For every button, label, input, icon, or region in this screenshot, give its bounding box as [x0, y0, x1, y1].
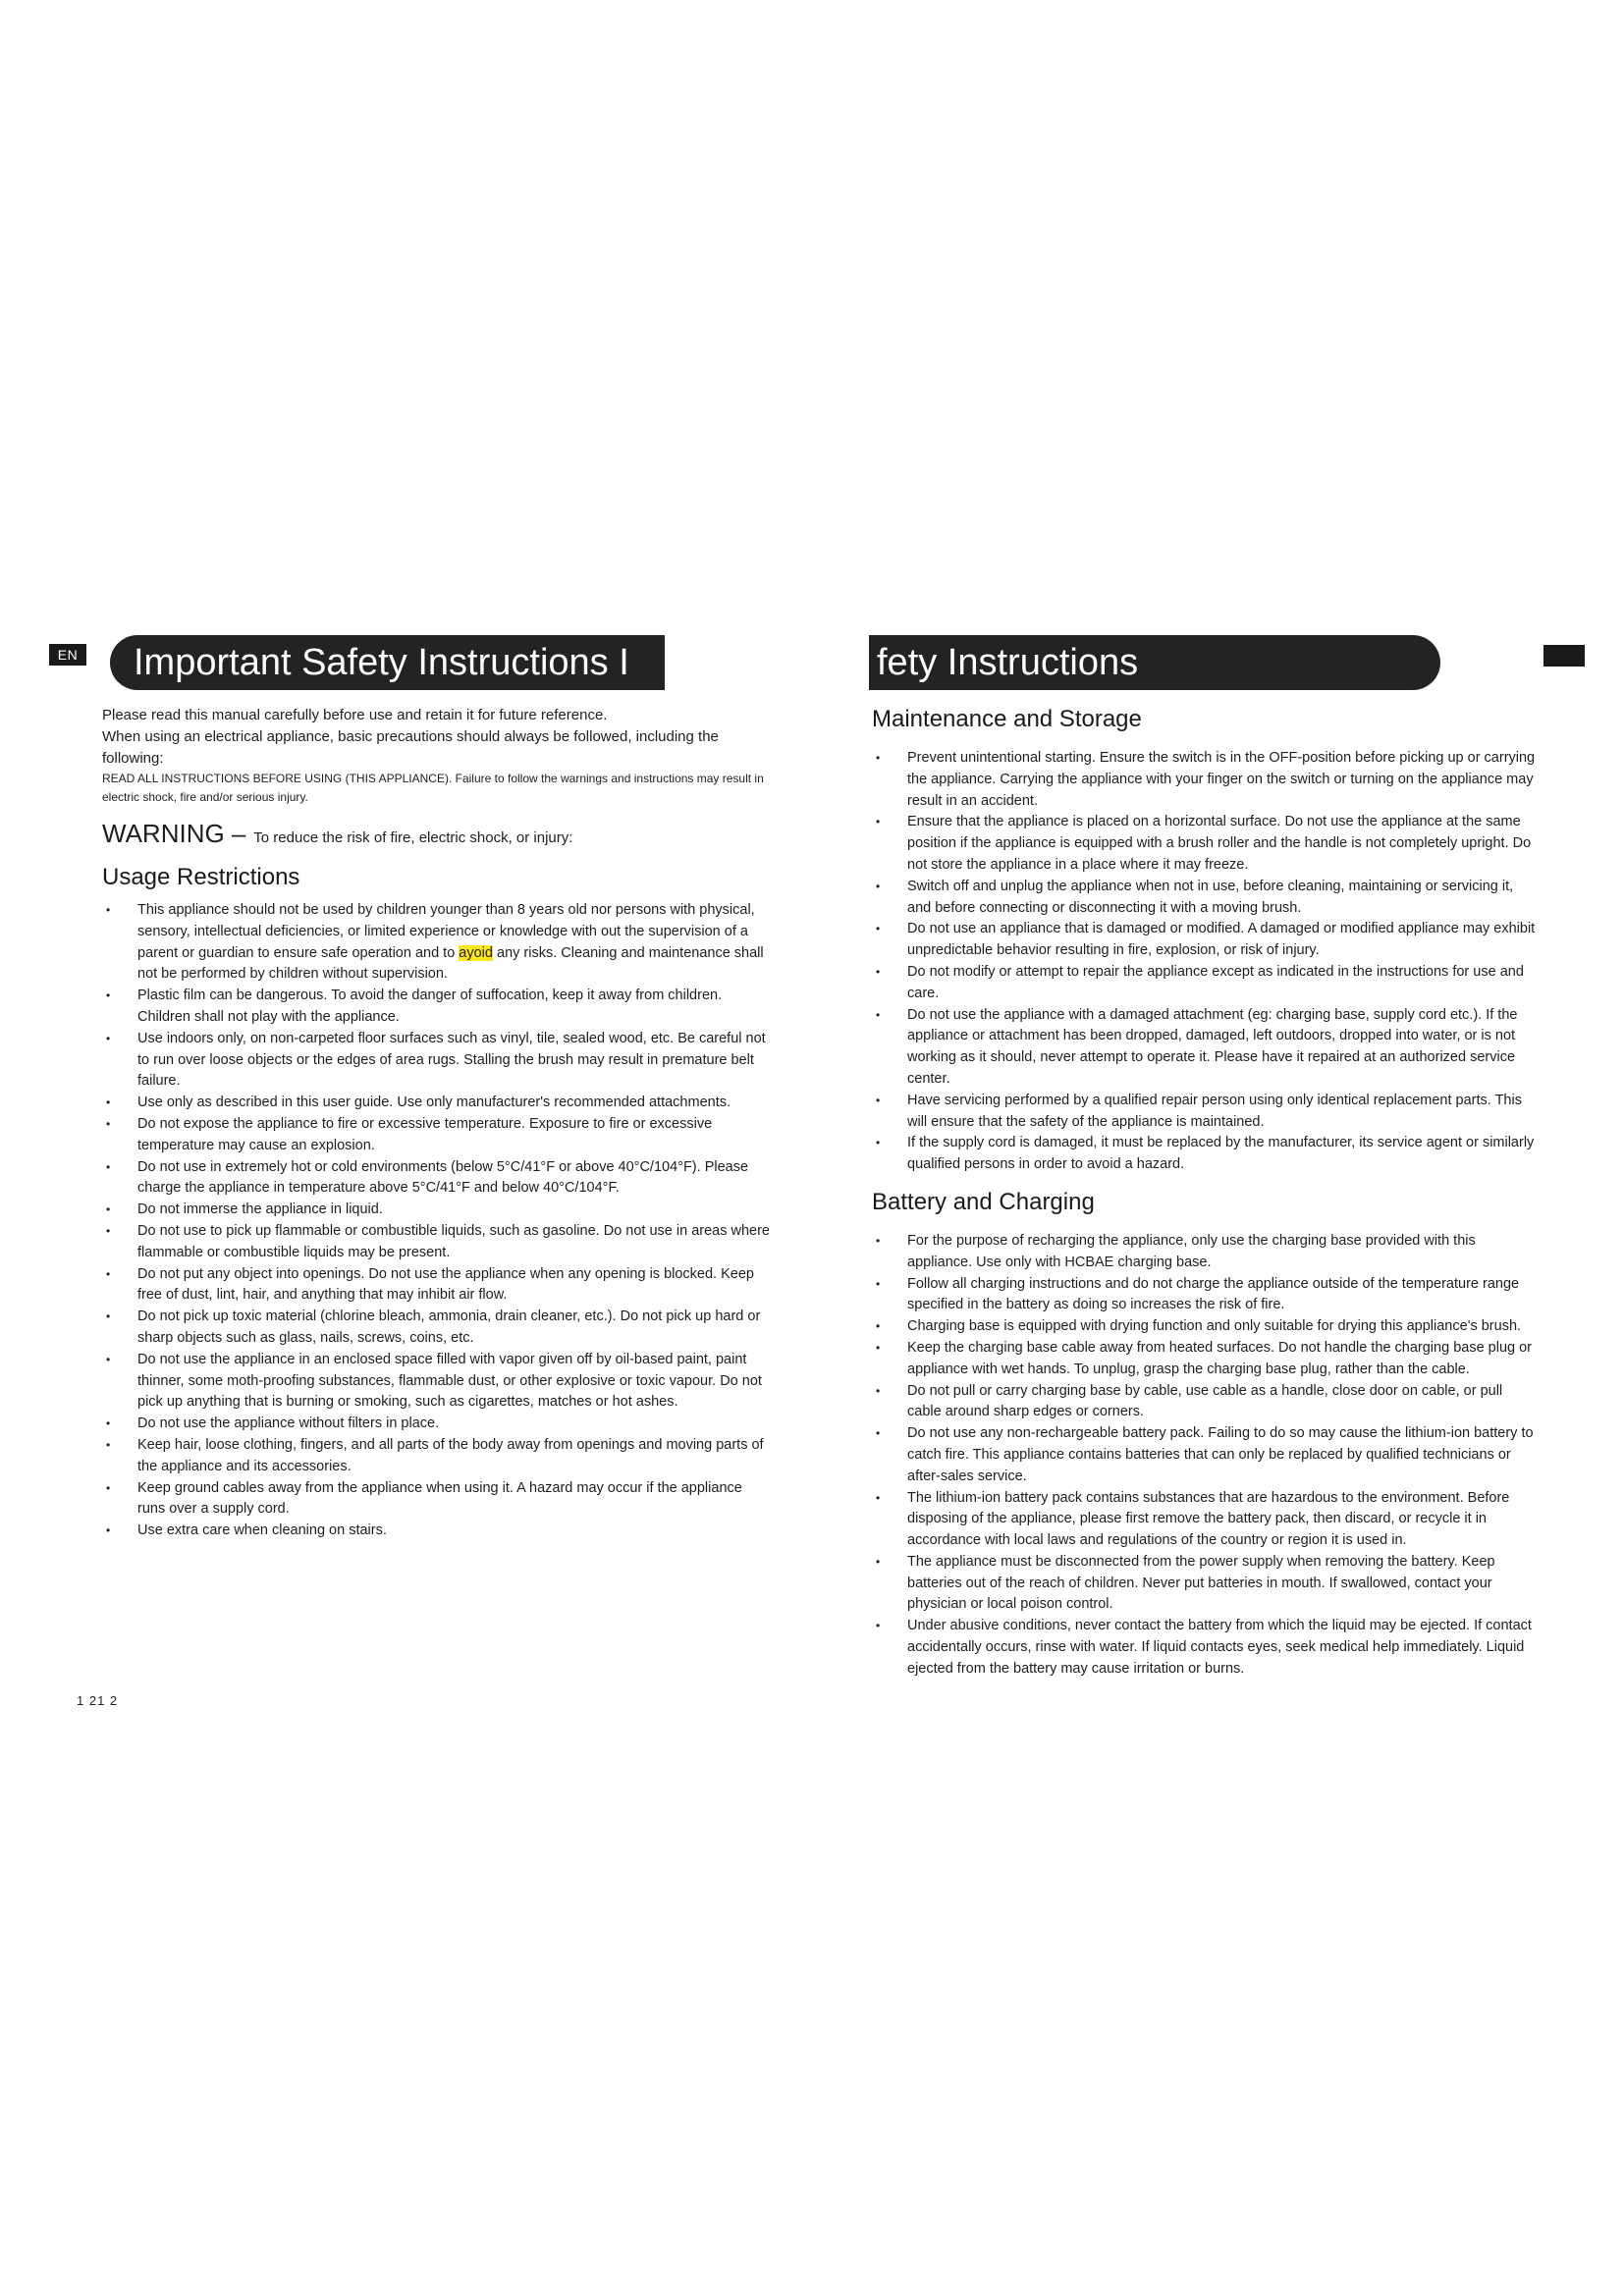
- maintenance-list: [872, 748, 1540, 1176]
- list-item: • Use only as described in this user guide. Use only manufacturer's recommended attachments.: [102, 1093, 770, 1114]
- warning-label: WARNING –: [102, 819, 246, 848]
- list-item: • Do not use in extremely hot or cold environments (below 5°C/41°F or above 40°C/104°F). Please charge the appliance in temperature above 5°C/41°F and below 40°C/104°F.: [102, 1157, 770, 1201]
- battery-list: [872, 1231, 1540, 1681]
- intro-line: Please read this manual carefully before use and retain it for future reference.: [102, 707, 608, 723]
- usage-list: [102, 900, 770, 1542]
- list-item: • Plastic film can be dangerous. To avoid the danger of suffocation, keep it away from children. Children shall not play with the appliance.: [102, 986, 770, 1029]
- list-item: • Keep hair, loose clothing, fingers, and all parts of the body away from openings and moving parts of the appliance and its accessories.: [102, 1435, 770, 1478]
- list-item: • The appliance must be disconnected from the power supply when removing the battery. Keep batteries out of the reach of children. Never put batteries in mouth. If swallowed, contact your physician or local poison control.: [872, 1552, 1540, 1616]
- maintenance-heading: Maintenance and Storage: [872, 706, 1142, 732]
- list-item: • Use extra care when cleaning on stairs.: [102, 1521, 770, 1542]
- right-column: [872, 703, 1540, 1690]
- list-item: • Follow all charging instructions and do not charge the appliance outside of the temperature range specified in the battery as doing so increases the risk of fire.: [872, 1274, 1540, 1317]
- list-item: • Ensure that the appliance is placed on a horizontal surface. Do not use the appliance at the same position if the appliance is equipped with a brush roller and the handle is not completely upright. Do not store the appliance in a place where it may freeze.: [872, 812, 1540, 876]
- list-item: • If the supply cord is damaged, it must be replaced by the manufacturer, its service agent or similarly qualified persons in order to avoid a hazard.: [872, 1133, 1540, 1176]
- list-item: • Switch off and unplug the appliance when not in use, before cleaning, maintaining or servicing it, and before connecting or disconnecting it with a moving brush.: [872, 877, 1540, 920]
- list-item: • The lithium-ion battery pack contains substances that are hazardous to the environment. Before disposing of the appliance, please first remove the battery pack, then discard, or recycle it in accordance with local laws and regulations of the country or region it is used in.: [872, 1488, 1540, 1552]
- language-tag: EN: [49, 644, 86, 666]
- list-item: • Use indoors only, on non-carpeted floor surfaces such as vinyl, tile, sealed wood, etc. Be careful not to run over loose objects or the edges of area rugs. Stalling the brush may result in premature belt failure.: [102, 1029, 770, 1093]
- list-item: • Do not pick up toxic material (chlorine bleach, ammonia, drain cleaner, etc.). Do not pick up hard or sharp objects such as glass, nails, screws, coins, etc.: [102, 1307, 770, 1350]
- list-item: • Do not pull or carry charging base by cable, use cable as a handle, close door on cable, or pull cable around sharp edges or corners.: [872, 1381, 1540, 1424]
- list-item: • Do not use to pick up flammable or combustible liquids, such as gasoline. Do not use in areas where flammable or combustible liquids may be present.: [102, 1221, 770, 1264]
- section-banner-left: Important Safety Instructions I: [110, 635, 665, 690]
- list-item: • Keep the charging base cable away from heated surfaces. Do not handle the charging base plug or appliance with wet hands. To unplug, grasp the charging base plug, rather than the cable.: [872, 1338, 1540, 1381]
- warning-text: To reduce the risk of fire, electric shock, or injury:: [253, 829, 573, 846]
- intro-notice: READ ALL INSTRUCTIONS BEFORE USING (THIS APPLIANCE). Failure to follow the warnings and instructions may result in electric shock, fire and/or serious injury.: [102, 772, 764, 804]
- list-item: • Do not use the appliance in an enclosed space filled with vapor given off by oil-based paint, paint thinner, some moth-proofing substances, flammable dust, or other explosive or toxic vapour. Do not pick up anything that is burning or smoking, such as cigarettes, matches or hot ashes.: [102, 1350, 770, 1414]
- list-item: • Under abusive conditions, never contact the battery from which the liquid may be ejected. If contact accidentally occurs, rinse with water. If liquid contacts eyes, seek medical help immediately. Liquid ejected from the battery may cause irritation or burns.: [872, 1616, 1540, 1680]
- list-item: • Do not expose the appliance to fire or excessive temperature. Exposure to fire or excessive temperature may cause an explosion.: [102, 1114, 770, 1157]
- list-item: [102, 900, 770, 986]
- list-item: • Keep ground cables away from the appliance when using it. A hazard may occur if the appliance runs over a supply cord.: [102, 1478, 770, 1522]
- list-item: • Do not immerse the appliance in liquid.: [102, 1200, 770, 1221]
- list-item: • Charging base is equipped with drying function and only suitable for drying this appliance's brush.: [872, 1316, 1540, 1338]
- list-item: • Do not use any non-rechargeable battery pack. Failing to do so may cause the lithium-ion battery to catch fire. This appliance contains batteries that can only be replaced by qualified technicians or after-sales service.: [872, 1423, 1540, 1487]
- list-item: • For the purpose of recharging the appliance, only use the charging base provided with this appliance. Use only with HCBAE charging base.: [872, 1231, 1540, 1274]
- list-item: • Have servicing performed by a qualified repair person using only identical replacement parts. This will ensure that the safety of the appliance is maintained.: [872, 1091, 1540, 1134]
- highlighted-word: ayoid: [459, 944, 493, 961]
- left-column: [102, 705, 770, 1552]
- list-item: • Prevent unintentional starting. Ensure the switch is in the OFF-position before picking up or carrying the appliance. Carrying the appliance with your finger on the switch or turning on the appliance may result in an accident.: [872, 748, 1540, 812]
- warning-line: [102, 819, 770, 853]
- intro-block: [102, 705, 770, 807]
- list-item: • Do not use the appliance with a damaged attachment (eg: charging base, supply cord etc.). If the appliance or attachment has been dropped, damaged, left outdoors, dropped into water, or is not working as it should, never attempt to operate it. Please have it repaired at an authorized service center.: [872, 1005, 1540, 1091]
- list-item: • Do not put any object into openings. Do not use the appliance when any opening is blocked. Keep free of dust, lint, hair, and anything that may inhibit air flow.: [102, 1264, 770, 1308]
- intro-line: When using an electrical appliance, basic precautions should always be followed, including the following:: [102, 728, 719, 767]
- item-text: any risks. Cleaning and maintenance shall not be performed by children without supervision.: [137, 944, 764, 983]
- page-number: 1 21 2: [77, 1693, 119, 1708]
- section-banner-right: fety Instructions: [869, 635, 1440, 690]
- list-item: • Do not use the appliance without filters in place.: [102, 1414, 770, 1435]
- battery-heading: Battery and Charging: [872, 1188, 1095, 1215]
- list-item: • Do not use an appliance that is damaged or modified. A damaged or modified appliance may exhibit unpredictable behavior resulting in fire, explosion, or risk of injury.: [872, 919, 1540, 962]
- corner-marker: [1543, 645, 1585, 667]
- usage-heading: Usage Restrictions: [102, 864, 300, 890]
- list-item: • Do not modify or attempt to repair the appliance except as indicated in the instructions for use and care.: [872, 962, 1540, 1005]
- item-text: This appliance should not be used by children younger than 8 years old nor persons with physical, sensory, intellectual deficiencies, or limited experience or knowledge with out the supervision of a parent or guardian to ensure safe operation and to: [137, 902, 755, 961]
